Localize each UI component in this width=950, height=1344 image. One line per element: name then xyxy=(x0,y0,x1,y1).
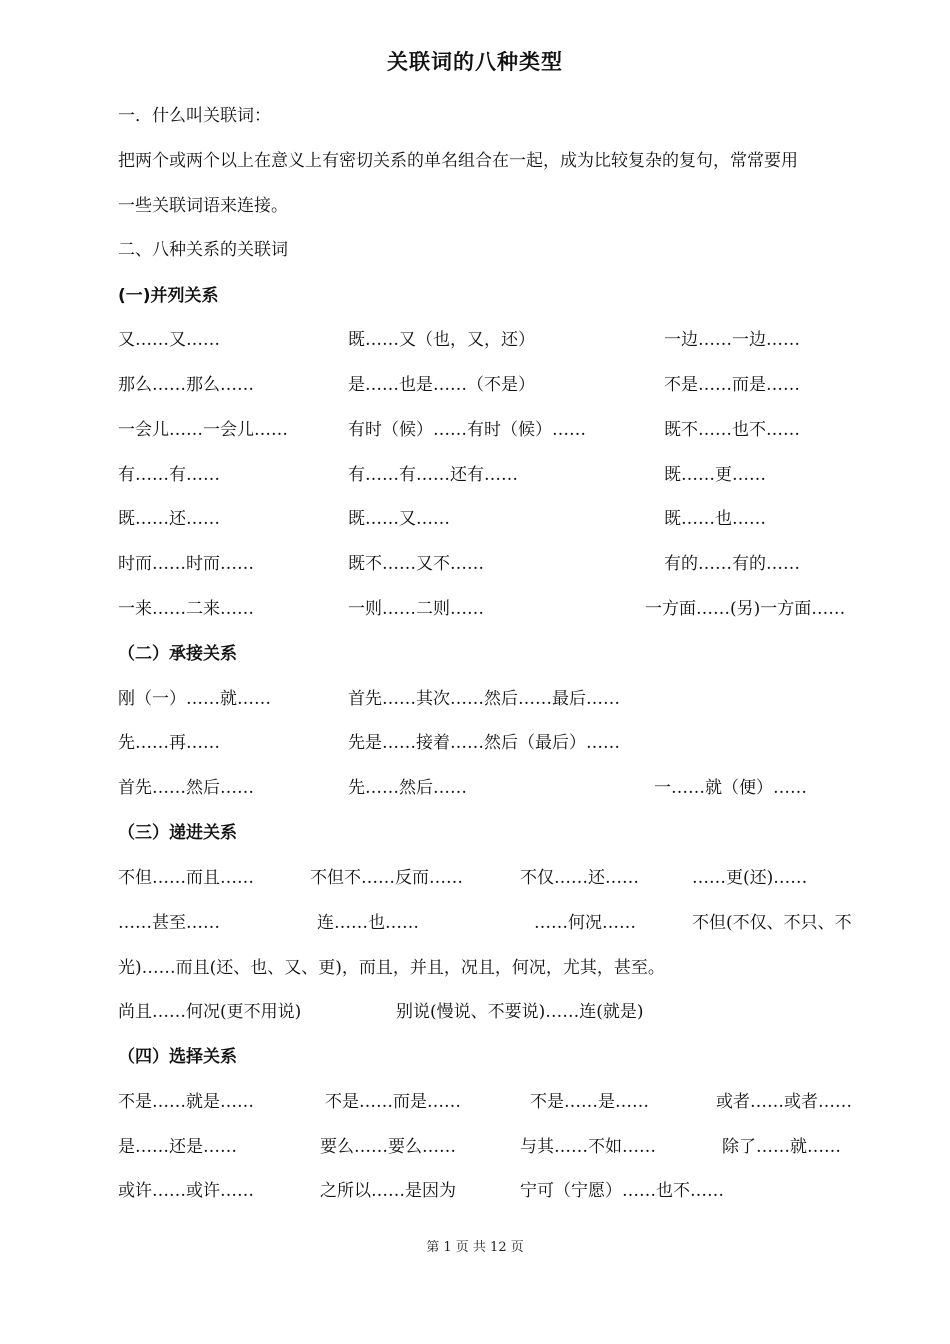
category-heading-sequential: （二）承接关系 xyxy=(118,644,237,664)
term: 不是……就是…… xyxy=(118,1092,254,1112)
term: 除了……就…… xyxy=(722,1137,841,1157)
term: 有……有……还有…… xyxy=(348,465,518,485)
term: 一方面……(另)一方面…… xyxy=(645,599,846,619)
category-heading-coordinate: (一)并列关系 xyxy=(118,286,219,306)
term: 一来……二来…… xyxy=(118,599,254,619)
term: 不仅……还…… xyxy=(520,868,639,888)
term: 光)……而且(还、也、又、更)，而且，并且，况且，何况，尤其，甚至。 xyxy=(118,958,665,978)
term: 既不……也不…… xyxy=(664,420,800,440)
definition-paragraph-line-1: 把两个或两个以上在意义上有密切关系的单名组合在一起，成为比较复杂的复句，常常要用 xyxy=(118,151,798,171)
definition-paragraph-line-2: 一些关联词语来连接。 xyxy=(118,196,288,216)
term: 或者……或者…… xyxy=(716,1092,852,1112)
term: 既……又…… xyxy=(348,509,450,529)
page-title: 关联词的八种类型 xyxy=(387,50,563,74)
section-heading-definition: 一．什么叫关联词： xyxy=(118,106,271,126)
term: ……更(还)…… xyxy=(692,868,808,888)
term: 一边……一边…… xyxy=(664,330,800,350)
term: 有……有…… xyxy=(118,465,220,485)
term: 不是……而是…… xyxy=(664,375,800,395)
term: 又……又…… xyxy=(118,330,220,350)
term: 是……也是……（不是） xyxy=(348,375,535,395)
term: 既……又（也，又，还） xyxy=(348,330,535,350)
term: 有时（候）……有时（候）…… xyxy=(348,420,586,440)
term: ……甚至…… xyxy=(118,913,220,933)
term: 是……还是…… xyxy=(118,1137,237,1157)
term: 与其……不如…… xyxy=(520,1137,656,1157)
term: 不是……是…… xyxy=(530,1092,649,1112)
term: 既……更…… xyxy=(664,465,766,485)
category-heading-progressive: （三）递进关系 xyxy=(118,823,237,843)
term: 尚且……何况(更不用说) xyxy=(118,1002,302,1022)
term: 不但(不仅、不只、不 xyxy=(692,913,852,933)
term: 先……再…… xyxy=(118,733,220,753)
term: 要么……要么…… xyxy=(320,1137,456,1157)
term: 或许……或许…… xyxy=(118,1181,254,1201)
term: 时而……时而…… xyxy=(118,554,254,574)
section-heading-eight-types: 二、八种关系的关联词 xyxy=(118,240,288,260)
term: 既……也…… xyxy=(664,509,766,529)
term: 首先……然后…… xyxy=(118,778,254,798)
term: ……何况…… xyxy=(534,913,636,933)
term: 既不……又不…… xyxy=(348,554,484,574)
term: 既……还…… xyxy=(118,509,220,529)
term: 先……然后…… xyxy=(348,778,467,798)
term: 首先……其次……然后……最后…… xyxy=(348,689,620,709)
category-heading-alternative: （四）选择关系 xyxy=(118,1047,237,1067)
term: 之所以……是因为 xyxy=(320,1181,456,1201)
term: 不但……而且…… xyxy=(118,868,254,888)
term: 宁可（宁愿）……也不…… xyxy=(520,1181,724,1201)
term: 刚（一）……就…… xyxy=(118,689,271,709)
term: 连……也…… xyxy=(317,913,419,933)
term: 不是……而是…… xyxy=(325,1092,461,1112)
page-number-footer: 第 1 页 共 12 页 xyxy=(426,1240,524,1255)
term: 不但不……反而…… xyxy=(310,868,463,888)
term: 那么……那么…… xyxy=(118,375,254,395)
term: 一……就（便）…… xyxy=(654,778,807,798)
term: 一则……二则…… xyxy=(348,599,484,619)
term: 先是……接着……然后（最后）…… xyxy=(348,733,620,753)
term: 别说(慢说、不要说)……连(就是) xyxy=(396,1002,644,1022)
term: 一会儿……一会儿…… xyxy=(118,420,288,440)
term: 有的……有的…… xyxy=(664,554,800,574)
